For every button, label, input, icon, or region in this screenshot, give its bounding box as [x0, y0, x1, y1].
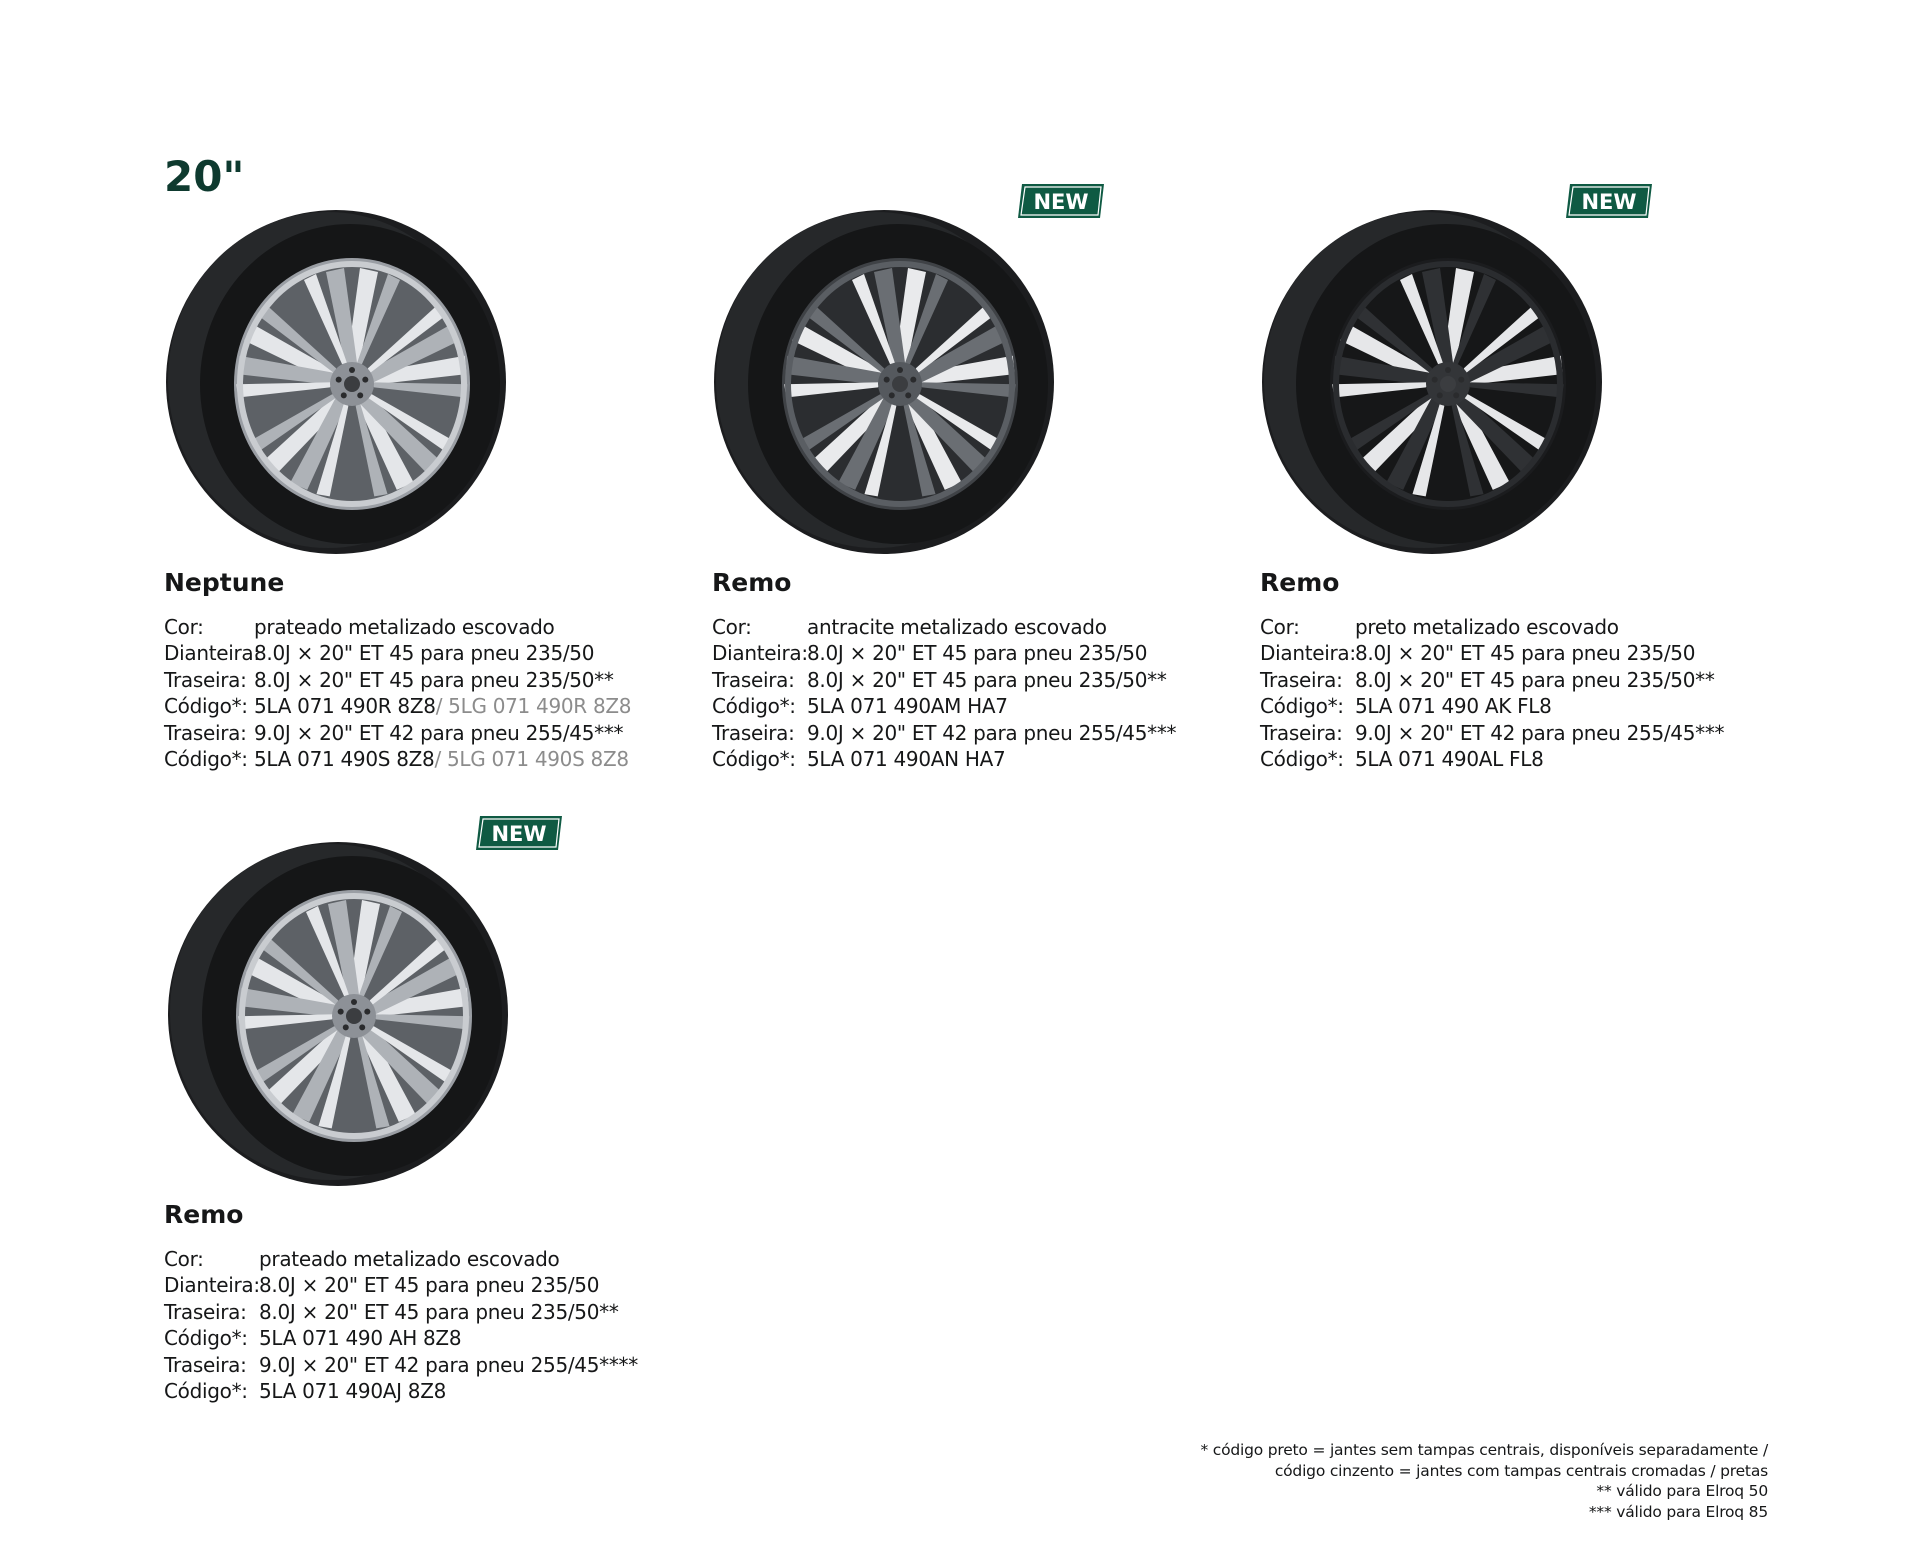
wheel-card-remo-anthracite [712, 190, 1232, 780]
spec-value: 5LA 071 490AN HA7 [807, 747, 1006, 772]
spec-label: Código*: [164, 1326, 248, 1351]
footnotes [1200, 1440, 1768, 1522]
spec-label: Traseira: [164, 720, 247, 745]
spec-value: 9.0J × 20" ET 42 para pneu 255/45**** [259, 1352, 638, 1377]
wheel-image [1260, 206, 1610, 556]
spec-label: Código*: [164, 694, 248, 719]
spec-row [164, 693, 631, 719]
spec-row [712, 720, 1176, 746]
spec-label: Código*: [1260, 747, 1344, 772]
spec-row [164, 640, 631, 666]
new-badge-label: NEW [1033, 190, 1089, 214]
spec-label: Dianteira: [1260, 641, 1356, 666]
spec-value: 9.0J × 20" ET 42 para pneu 255/45*** [807, 720, 1177, 745]
spec-value: antracite metalizado escovado [807, 615, 1107, 639]
spec-label: Código*: [712, 694, 796, 719]
spec-value: prateado metalizado escovado [254, 615, 555, 639]
spec-value: 5LA 071 490 AH 8Z8 [259, 1326, 462, 1351]
spec-label: Dianteira: [164, 1273, 260, 1298]
spec-label: Código*: [1260, 694, 1344, 719]
spec-value: 5LA 071 490S 8Z8 [254, 747, 435, 772]
spec-value: 9.0J × 20" ET 42 para pneu 255/45*** [254, 720, 624, 745]
spec-value: 5LA 071 490 AK FL8 [1355, 694, 1552, 719]
wheel-illustration [164, 206, 514, 556]
spec-list [712, 614, 1176, 772]
spec-value: preto metalizado escovado [1355, 615, 1619, 639]
wheel-illustration [712, 206, 1062, 556]
product-name: Remo [712, 568, 792, 597]
spec-row [164, 614, 631, 640]
wheel-card-remo-silver [164, 822, 684, 1412]
page-title: 20" [164, 152, 245, 201]
spec-row [1260, 640, 1724, 666]
spec-value: 5LA 071 490AL FL8 [1355, 747, 1544, 772]
spec-label: Dianteira: [164, 641, 260, 666]
product-name: Remo [1260, 568, 1340, 597]
spec-value: 8.0J × 20" ET 45 para pneu 235/50 [254, 641, 595, 666]
spec-label: Código*: [164, 747, 248, 772]
spec-list [164, 614, 631, 772]
spec-label: Código*: [712, 747, 796, 772]
spec-label: Traseira: [712, 667, 795, 692]
product-name: Neptune [164, 568, 285, 597]
spec-value: 8.0J × 20" ET 45 para pneu 235/50** [807, 667, 1167, 692]
new-badge-label: NEW [1581, 190, 1637, 214]
spec-value: 8.0J × 20" ET 45 para pneu 235/50** [259, 1299, 619, 1324]
spec-row [164, 1352, 638, 1378]
spec-label: Dianteira: [712, 641, 808, 666]
spec-value: prateado metalizado escovado [259, 1247, 560, 1271]
new-badge-label: NEW [491, 822, 547, 846]
spec-label: Traseira: [1260, 667, 1343, 692]
spec-label: Cor: [164, 1247, 204, 1271]
spec-row [164, 720, 631, 746]
spec-value: 8.0J × 20" ET 45 para pneu 235/50** [254, 667, 614, 692]
product-name: Remo [164, 1200, 244, 1229]
spec-row [164, 1246, 638, 1272]
new-badge [1566, 184, 1652, 218]
new-badge [1018, 184, 1104, 218]
spec-value: 5LA 071 490AJ 8Z8 [259, 1379, 447, 1404]
spec-label: Traseira: [712, 720, 795, 745]
spec-label: Traseira: [1260, 720, 1343, 745]
wheel-card-neptune [164, 200, 684, 780]
new-badge [476, 816, 562, 850]
spec-value: 8.0J × 20" ET 45 para pneu 235/50 [1355, 641, 1696, 666]
spec-row [164, 1325, 638, 1351]
footnote: ** válido para Elroq 50 [1596, 1482, 1768, 1500]
spec-value: 5LA 071 490AM HA7 [807, 694, 1008, 719]
spec-value: 8.0J × 20" ET 45 para pneu 235/50 [807, 641, 1148, 666]
wheel-image [166, 838, 516, 1188]
spec-row [1260, 746, 1724, 772]
spec-value: 8.0J × 20" ET 45 para pneu 235/50** [1355, 667, 1715, 692]
spec-row [1260, 614, 1724, 640]
spec-row [712, 667, 1176, 693]
spec-list [1260, 614, 1724, 772]
wheel-illustration [166, 838, 516, 1188]
footnote: *** válido para Elroq 85 [1588, 1502, 1768, 1521]
spec-row [712, 640, 1176, 666]
spec-alt-code: / 5LG 071 490R 8Z8 [435, 694, 632, 719]
wheel-image [164, 206, 514, 556]
spec-row [1260, 693, 1724, 719]
spec-row [164, 1272, 638, 1298]
spec-label: Código*: [164, 1379, 248, 1404]
spec-row [712, 746, 1176, 772]
footnote: código cinzento = jantes com tampas centrais cromadas / pretas [1274, 1461, 1768, 1480]
footnote: * código preto = jantes sem tampas centrais, disponíveis separadamente / [1200, 1441, 1768, 1459]
spec-label: Cor: [712, 615, 752, 639]
spec-label: Traseira: [164, 1299, 247, 1324]
spec-value: 9.0J × 20" ET 42 para pneu 255/45*** [1355, 720, 1725, 745]
spec-row [712, 614, 1176, 640]
spec-row [164, 746, 631, 772]
wheel-image [712, 206, 1062, 556]
spec-value: 8.0J × 20" ET 45 para pneu 235/50 [259, 1273, 600, 1298]
spec-row [1260, 720, 1724, 746]
spec-row [1260, 667, 1724, 693]
spec-list [164, 1246, 638, 1404]
wheel-illustration [1260, 206, 1610, 556]
spec-label: Cor: [1260, 615, 1300, 639]
spec-alt-code: / 5LG 071 490S 8Z8 [434, 747, 629, 772]
spec-value: 5LA 071 490R 8Z8 [254, 694, 436, 719]
spec-row [164, 1378, 638, 1404]
wheel-card-remo-black [1260, 190, 1780, 780]
spec-label: Traseira: [164, 1352, 247, 1377]
spec-row [164, 667, 631, 693]
spec-label: Cor: [164, 615, 204, 639]
spec-label: Traseira: [164, 667, 247, 692]
spec-row [164, 1299, 638, 1325]
spec-row [712, 693, 1176, 719]
